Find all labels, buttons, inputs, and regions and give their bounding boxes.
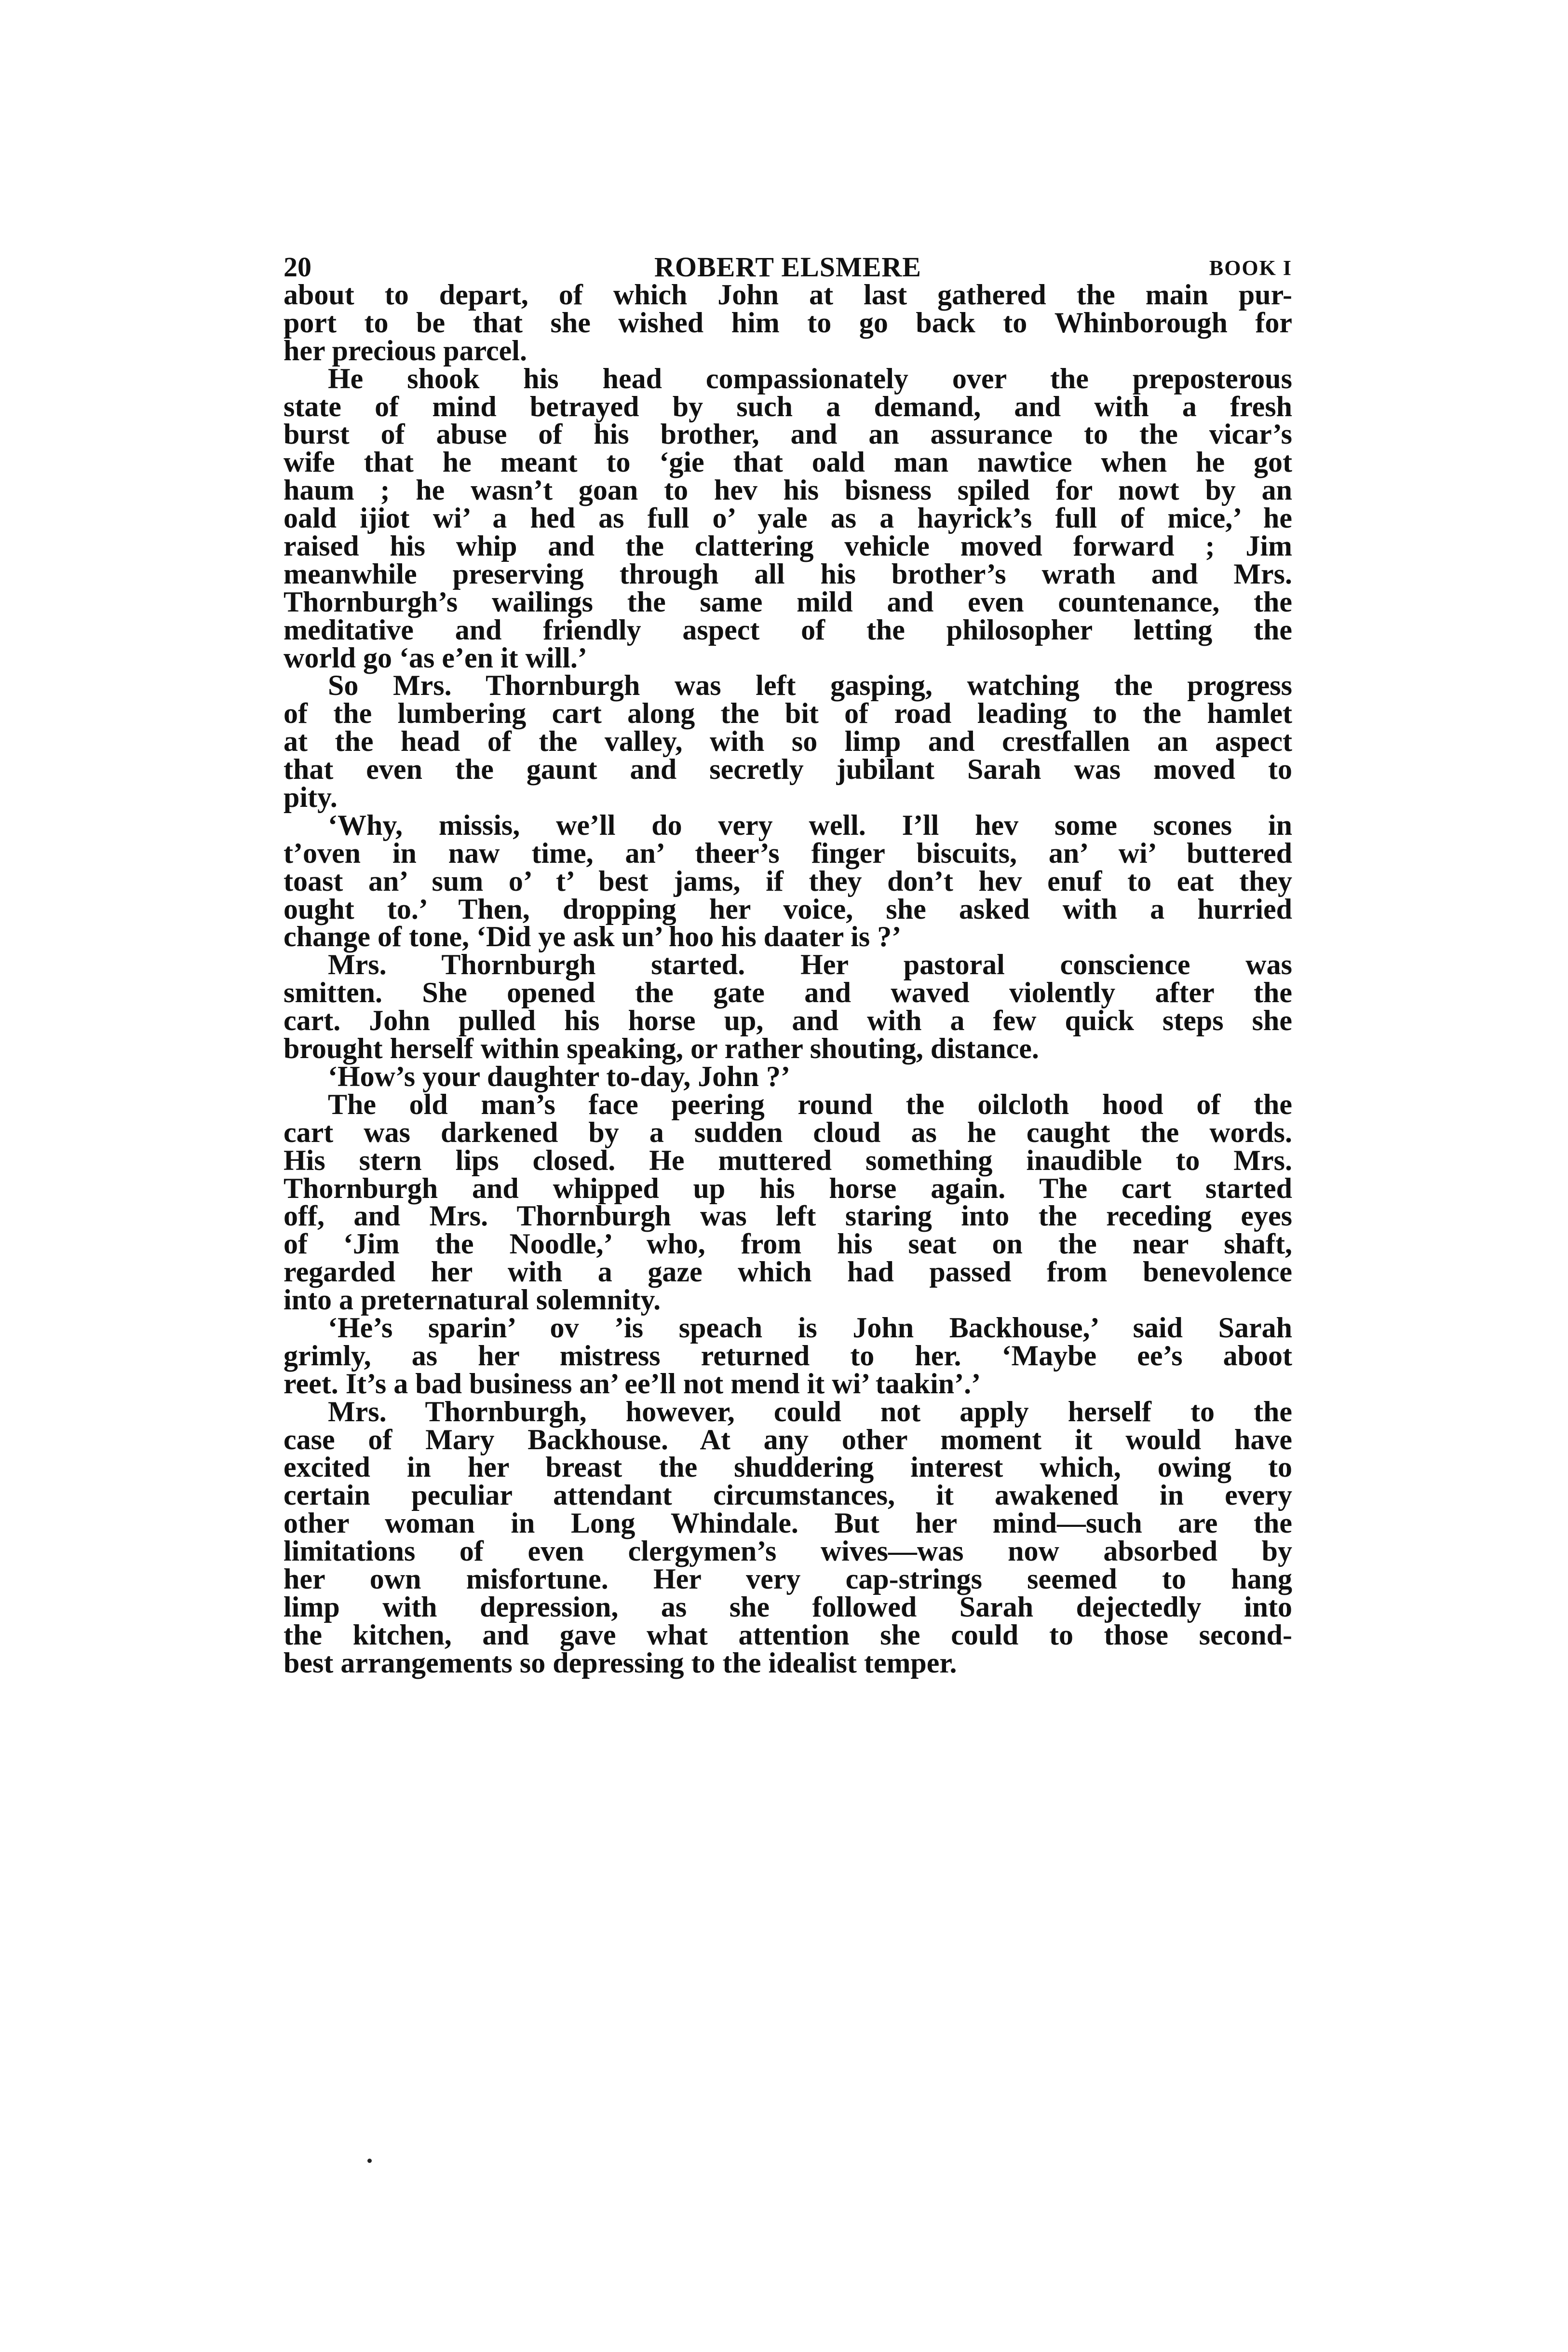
text-line: her precious parcel. [284,334,527,367]
printer-mark-dot [367,2159,372,2163]
text-line: change of tone, ‘Did ye ask un’ hoo his daater is ?’ [284,921,902,953]
text-line: state of mind betrayed by such a demand, and with a fresh [284,390,1292,422]
paragraph [284,951,1292,1063]
paragraph [284,362,1292,674]
text-line: about to depart, of which John at last gathered the main pur- [284,279,1292,311]
text-line: The old man’s face peering round the oilcloth hood of the [328,1088,1292,1120]
text-line: raised his whip and the clattering vehicle moved forward ; Jim [284,530,1292,562]
text-line: So Mrs. Thornburgh was left gasping, watching the progress [328,669,1292,702]
text-line: ‘He’s sparin’ ov ’is speach is John Backhouse,’ said Sarah [328,1311,1292,1344]
text-line: ought to.’ Then, dropping her voice, she asked with a hurried [284,893,1292,925]
text-line: ‘Why, missis, we’ll do very well. I’ll hev some scones in [328,809,1292,841]
text-line: t’oven in naw time, an’ theer’s finger biscuits, an’ wi’ buttered [284,837,1292,869]
paragraph [284,669,1292,814]
text-line: Thornburgh’s wailings the same mild and even countenance, the [284,585,1292,618]
text-line: Thornburgh and whipped up his horse again. The cart started [284,1172,1292,1204]
text-line: limitations of even clergymen’s wives—was now absorbed by [284,1535,1292,1567]
text-line: oald ijiot wi’ a hed as full o’ yale as a hayrick’s full of mice,’ he [284,502,1292,534]
page-number: 20 [284,251,311,283]
text-line: limp with depression, as she followed Sarah dejectedly into [284,1591,1292,1623]
text-line: meditative and friendly aspect of the philosopher letting the [284,613,1292,646]
text-line: cart. John pulled his horse up, and with a few quick steps she [284,1005,1292,1037]
text-line: smitten. She opened the gate and waved violently after the [284,977,1292,1009]
body-text [284,281,1292,1677]
text-line: meanwhile preserving through all his brother’s wrath and Mrs. [284,557,1292,590]
paragraph [284,1395,1292,1679]
text-line: burst of abuse of his brother, and an assurance to the vicar’s [284,418,1292,450]
text-line: port to be that she wished him to go back to Whinborough for [284,306,1292,339]
text-line: certain peculiar attendant circumstances, it awakened in every [284,1479,1292,1511]
text-line: her own misfortune. Her very cap-strings seemed to hang [284,1563,1292,1595]
text-line: Mrs. Thornburgh started. Her pastoral conscience was [328,949,1292,981]
running-title: ROBERT ELSMERE [654,251,921,283]
text-line: at the head of the valley, with so limp and crestfallen an aspect [284,725,1292,758]
text-line: Mrs. Thornburgh, however, could not apply herself to the [328,1395,1292,1428]
text-line: wife that he meant to ‘gie that oald man nawtice when he got [284,446,1292,478]
text-line: the kitchen, and gave what attention she could to those second- [284,1618,1292,1651]
text-line: off, and Mrs. Thornburgh was left staring into the receding eyes [284,1200,1292,1232]
text-line: case of Mary Backhouse. At any other moment it would have [284,1423,1292,1455]
paragraph [284,281,1292,365]
text-line: grimly, as her mistress returned to her. ‘Maybe ee’s aboot [284,1339,1292,1372]
text-line: His stern lips closed. He muttered something inaudible to Mrs. [284,1144,1292,1176]
text-line: excited in her breast the shuddering interest which, owing to [284,1451,1292,1483]
paragraph [284,1060,1292,1092]
text-line: of ‘Jim the Noodle,’ who, from his seat on the near shaft, [284,1228,1292,1260]
paragraph [284,1311,1292,1400]
book-label: BOOK I [1209,256,1292,280]
text-line: He shook his head compassionately over the preposterous [328,362,1292,394]
paragraph [284,1088,1292,1316]
text-line: other woman in Long Whindale. But her mind—such are the [284,1507,1292,1539]
text-line: haum ; he wasn’t goan to hev his bisness spiled for nowt by an [284,474,1292,506]
text-line: brought herself within speaking, or rather shouting, distance. [284,1033,1039,1065]
text-line: into a preternatural solemnity. [284,1284,661,1316]
text-line: world go ‘as e’en it will.’ [284,641,587,674]
paragraph [284,809,1292,953]
text-line: ‘How’s your daughter to-day, John ?’ [328,1060,791,1092]
text-line: toast an’ sum o’ t’ best jams, if they don’t hev enuf to eat they [284,865,1292,897]
text-line: best arrangements so depressing to the idealist temper. [284,1646,957,1679]
text-line: reet. It’s a bad business an’ ee’ll not mend it wi’ taakin’.’ [284,1367,981,1400]
text-line: pity. [284,781,338,814]
text-line: that even the gaunt and secretly jubilant Sarah was moved to [284,753,1292,786]
text-line: cart was darkened by a sudden cloud as he caught the words. [284,1116,1292,1148]
text-line: of the lumbering cart along the bit of road leading to the hamlet [284,697,1292,730]
text-line: regarded her with a gaze which had passed from benevolence [284,1256,1292,1288]
